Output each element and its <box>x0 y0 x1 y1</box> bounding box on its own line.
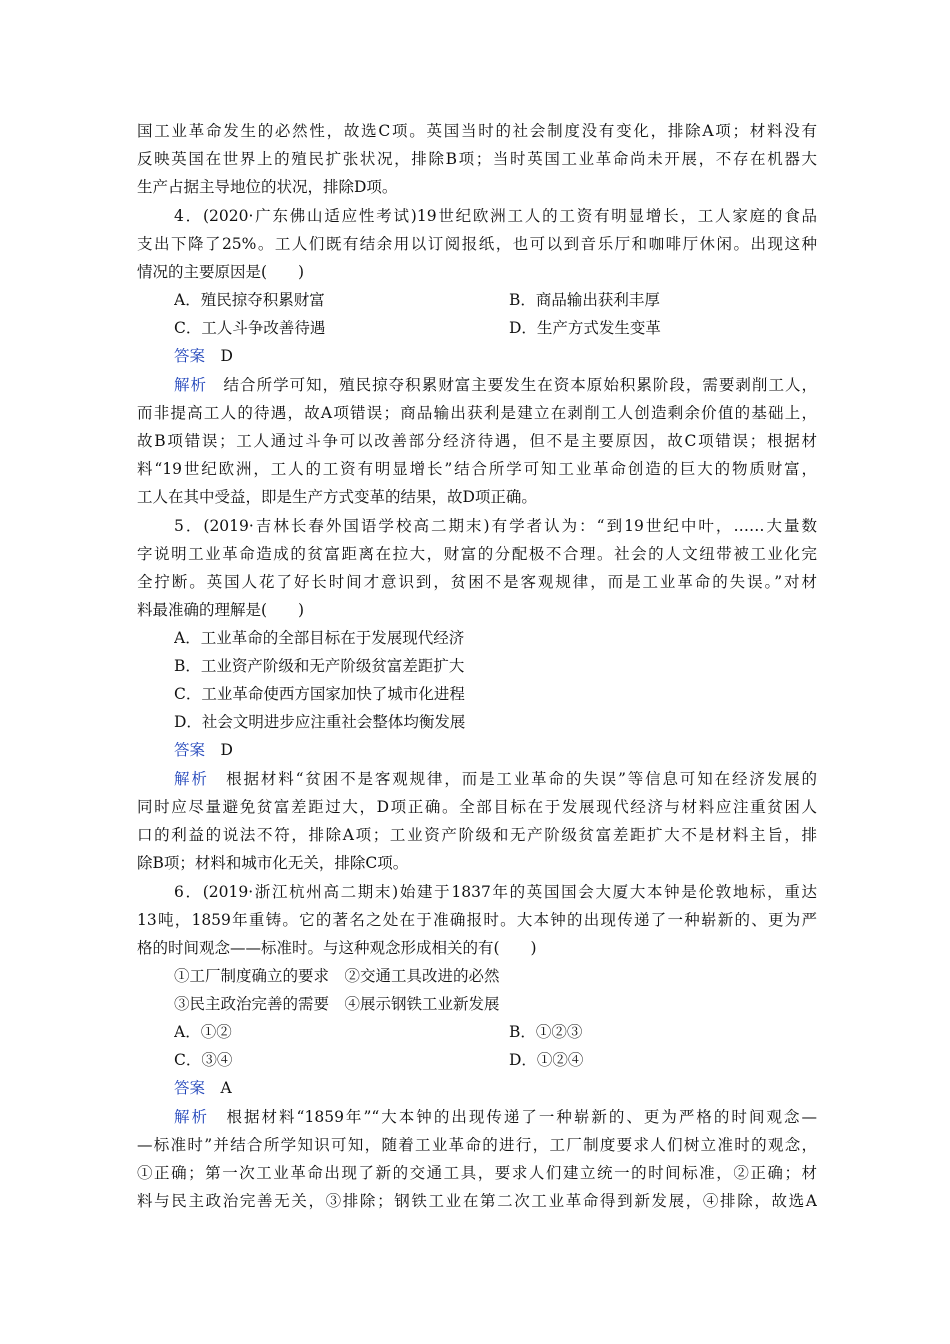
intro-line: 国工业革命发生的必然性，故选C项。英国当时的社会制度没有变化，排除A项；材料没有 <box>137 122 817 140</box>
q6-item-line: ①工厂制度确立的要求 ②交通工具改进的必然 <box>174 967 500 985</box>
q6-option-a: A．①② <box>174 1023 232 1041</box>
answer-label: 答案 <box>174 1079 206 1097</box>
q6-option-b: B．①②③ <box>509 1023 583 1041</box>
q4-analysis-line <box>174 371 817 399</box>
q4-analysis-line: 故B项错误；工人通过斗争可以改善部分经济待遇，但不是主要原因，故C项错误；根据材 <box>137 432 817 450</box>
q6-stem-line: 6．(2019·浙江杭州高二期末)始建于1837年的英国国会大厦大本钟是伦敦地标，重达 <box>174 883 817 901</box>
q6-option-d: D．①②④ <box>509 1051 584 1069</box>
q5-stem-line: 料最准确的理解是( ) <box>137 601 305 619</box>
q6-analysis-line <box>174 1103 817 1131</box>
q5-option-d: D．社会文明进步应注重社会整体均衡发展 <box>174 713 466 731</box>
q4-answer <box>174 342 817 370</box>
q4-option-b: B．商品输出获利丰厚 <box>509 291 660 309</box>
q6-analysis-line: ①正确；第一次工业革命出现了新的交通工具，要求人们建立统一的时间标准，②正确；材 <box>137 1164 817 1182</box>
q4-option-c: C．工人斗争改善待遇 <box>174 319 326 337</box>
q4-stem-line: 支出下降了25%。工人们既有结余用以订阅报纸，也可以到音乐厅和咖啡厅休闲。出现这种 <box>137 235 817 253</box>
q5-stem-line: 5．(2019·吉林长春外国语学校高二期末)有学者认为：“到19世纪中叶，……大量数 <box>174 517 817 535</box>
q6-answer <box>174 1074 817 1102</box>
q6-stem-line: 13吨，1859年重铸。它的著名之处在于准确报时。大本钟的出现传递了一种崭新的、更为严 <box>137 911 817 929</box>
q4-option-a: A．殖民掠夺积累财富 <box>174 291 325 309</box>
q4-analysis-line: 而非提高工人的待遇，故A项错误；商品输出获利是建立在剥削工人创造剩余价值的基础上， <box>137 404 817 422</box>
answer-label: 答案 <box>174 347 206 365</box>
q5-analysis-line <box>174 765 817 793</box>
q5-stem-line: 全拧断。英国人花了好长时间才意识到，贫困不是客观规律，而是工业革命的失误。”对材 <box>137 573 817 591</box>
q5-option-b: B．工业资产阶级和无产阶级贫富差距扩大 <box>174 657 465 675</box>
q4-analysis-line: 料“19世纪欧洲，工人的工资有明显增长”结合所学可知工业革命创造的巨大的物质财富， <box>137 460 817 478</box>
q5-option-a: A．工业革命的全部目标在于发展现代经济 <box>174 629 465 647</box>
q6-item-line: ③民主政治完善的需要 ④展示钢铁工业新发展 <box>174 995 500 1013</box>
q5-analysis-line: 除B项；材料和城市化无关，排除C项。 <box>137 854 409 872</box>
analysis-label: 解析 <box>174 376 208 394</box>
q5-analysis-line: 同时应尽量避免贫富差距过大，D项正确。全部目标在于发展现代经济与材料应注重贫困人 <box>137 798 817 816</box>
q5-analysis-line: 口的利益的说法不符，排除A项；工业资产阶级和无产阶级贫富差距扩大不是材料主旨，排 <box>137 826 817 844</box>
intro-line: 生产占据主导地位的状况，排除D项。 <box>137 178 398 196</box>
q6-analysis-line: —标准时”并结合所学知识可知，随着工业革命的进行，工厂制度要求人们树立准时的观念， <box>137 1136 817 1154</box>
analysis-text: 根据材料“1859年”“大本钟的出现传递了一种崭新的、更为严格的时间观念— <box>226 1108 817 1126</box>
answer-value: D <box>220 347 233 365</box>
q6-option-c: C．③④ <box>174 1051 233 1069</box>
q6-stem-line: 格的时间观念——标准时。与这种观念形成相关的有( ) <box>137 939 537 957</box>
q6-analysis-line: 料与民主政治完善无关，③排除；钢铁工业在第二次工业革命得到新发展，④排除，故选A <box>137 1192 817 1210</box>
analysis-text: 根据材料“贫困不是客观规律，而是工业革命的失误”等信息可知在经济发展的 <box>226 770 817 788</box>
q4-stem-line: 4．(2020·广东佛山适应性考试)19世纪欧洲工人的工资有明显增长，工人家庭的食品 <box>174 207 817 225</box>
q4-stem-line: 情况的主要原因是( ) <box>137 263 305 281</box>
q4-analysis-line: 工人在其中受益，即是生产方式变革的结果，故D项正确。 <box>137 488 537 506</box>
q5-stem-line: 字说明工业革命造成的贫富距离在拉大，财富的分配极不合理。社会的人文纽带被工业化完 <box>137 545 817 563</box>
q5-answer <box>174 736 817 764</box>
answer-value: D <box>220 741 233 759</box>
q5-option-c: C．工业革命使西方国家加快了城市化进程 <box>174 685 465 703</box>
analysis-label: 解析 <box>174 1108 210 1126</box>
answer-value: A <box>220 1079 232 1097</box>
q4-option-d: D．生产方式发生变革 <box>509 319 661 337</box>
answer-label: 答案 <box>174 741 206 759</box>
intro-line: 反映英国在世界上的殖民扩张状况，排除B项；当时英国工业革命尚未开展，不存在机器大 <box>137 150 817 168</box>
analysis-label: 解析 <box>174 770 209 788</box>
analysis-text: 结合所学可知，殖民掠夺积累财富主要发生在资本原始积累阶段，需要剥削工人， <box>223 376 817 394</box>
